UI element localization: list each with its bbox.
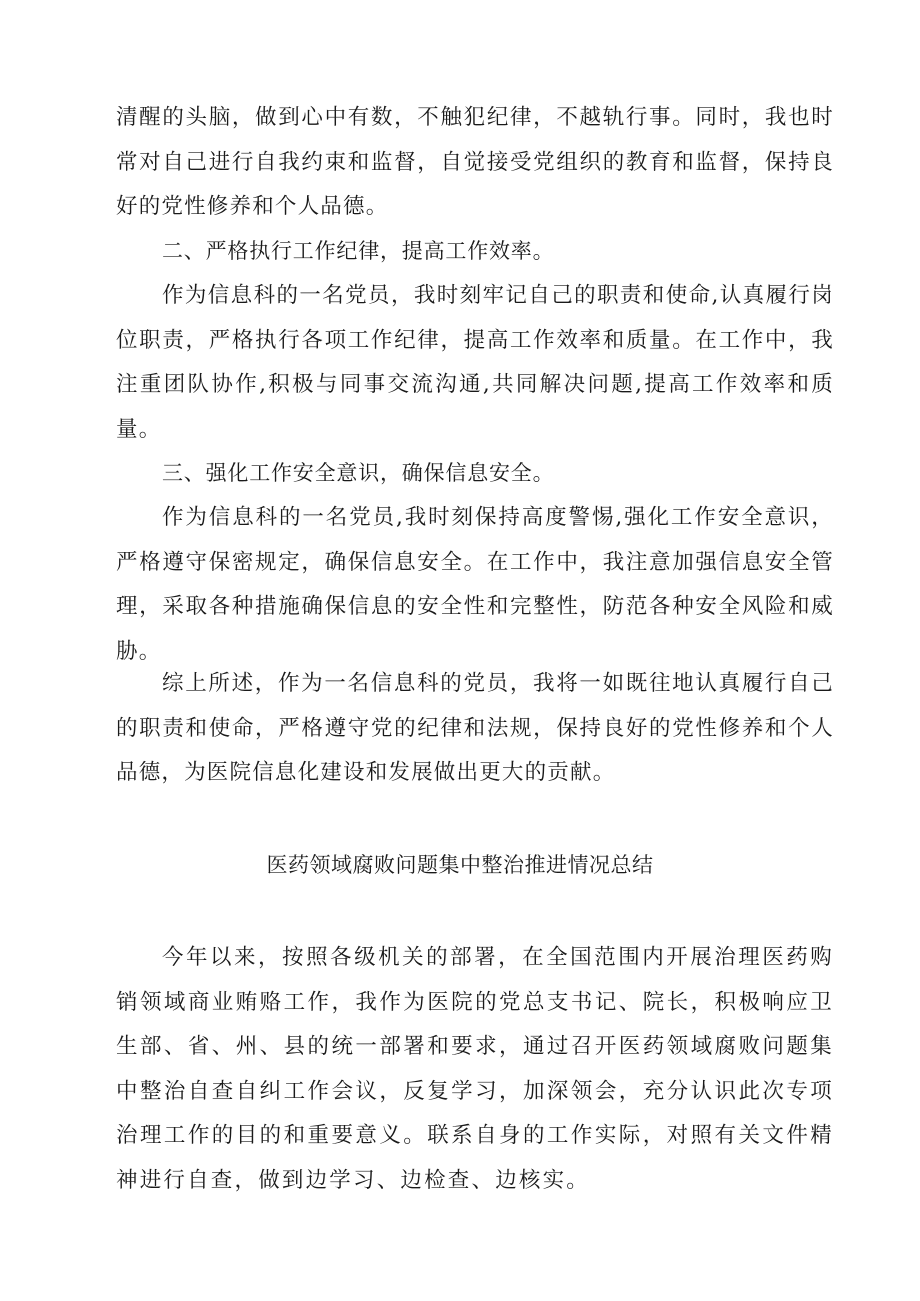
- paragraph-information-security: 作为信息科的一名党员,我时刻保持高度警惕,强化工作安全意识，严格遵守保密规定，确保信息安全。在工作中，我注意加强信息安全管理，采取各种措施确保信息的安全性和完整性，防范各种安全风险和威胁。: [116, 505, 834, 664]
- document-title: 医药领域腐败问题集中整治推进情况总结: [266, 853, 654, 877]
- paragraph-intro: 今年以来，按照各级机关的部署，在全国范围内开展治理医药购销领域商业贿赂工作，我作为医院的党总支书记、院长，积极响应卫生部、省、州、县的统一部署和要求，通过召开医药领域腐败问题集中整治自查自纠工作会议，反复学习，加深领会，充分认识此次专项治理工作的目的和重要意义。联系自身的工作实际，对照有关文件精神进行自查，做到边学习、边检查、边核实。: [116, 945, 834, 1193]
- paragraph-continuation: 清醒的头脑，做到心中有数，不触犯纪律，不越轨行事。同时，我也时常对自己进行自我约束和监督，自觉接受党组织的教育和监督，保持良好的党性修养和个人品德。: [116, 105, 834, 219]
- paragraph-work-discipline: 作为信息科的一名党员，我时刻牢记自己的职责和使命,认真履行岗位职责，严格执行各项工作纪律，提高工作效率和质量。在工作中，我注重团队协作,积极与同事交流沟通,共同解决问题,提高工作效率和质量。: [116, 283, 834, 442]
- section-heading-work-discipline: 二、严格执行工作纪律，提高工作效率。: [162, 239, 555, 263]
- section-heading-information-security: 三、强化工作安全意识，确保信息安全。: [162, 461, 555, 485]
- paragraph-summary: 综上所述，作为一名信息科的党员，我将一如既往地认真履行自己的职责和使命，严格遵守党的纪律和法规，保持良好的党性修养和个人品德，为医院信息化建设和发展做出更大的贡献。: [116, 671, 834, 785]
